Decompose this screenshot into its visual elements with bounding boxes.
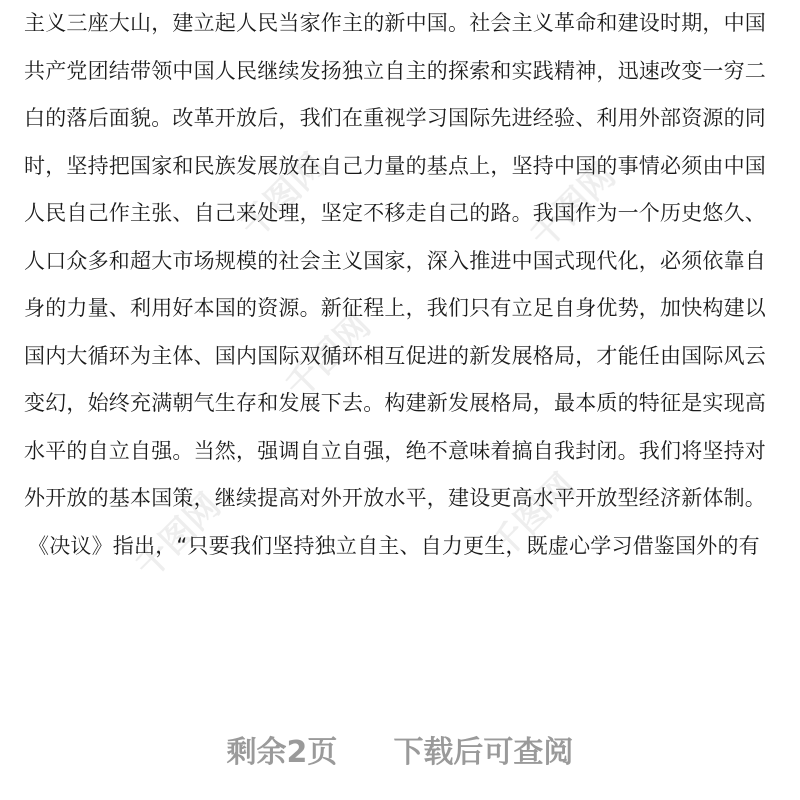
text-line: 主义三座大山，建立起人民当家作主的新中国。社会主义革命和建设时期，中国 xyxy=(24,11,766,35)
download-hint-label: 下载后可查阅 xyxy=(393,735,574,770)
remaining-pages-label: 剩余2页 xyxy=(226,735,338,770)
text-line: 国内大循环为主体、国内国际双循环相互促进的新发展格局，才能任由国际风云 xyxy=(24,343,766,368)
text-line: 人民自己作主张、自己来处理，坚定不移走自己的路。我国作为一个历史悠久、 xyxy=(24,201,766,225)
text-line: 时，坚持把国家和民族发展放在自己力量的基点上，坚持中国的事情必须由中国 xyxy=(24,153,766,178)
text-line: 共产党团结带领中国人民继续发扬独立自主的探索和实践精神，迅速改变一穷二 xyxy=(24,58,766,83)
article-body xyxy=(24,0,784,570)
text-line: 外开放的基本国策，继续提高对外开放水平，建设更高水平开放型经济新体制。 xyxy=(24,486,766,510)
watermark-stamp: 千图网 xyxy=(233,145,334,247)
text-line: 人口众多和超大市场规模的社会主义国家，深入推进中国式现代化，必须依靠自 xyxy=(24,248,766,273)
text-line: 白的落后面貌。改革开放后，我们在重视学习国际先进经验、利用外部资源的同 xyxy=(24,106,766,130)
text-line: 《决议》指出，“只要我们坚持独立自主、自力更生，既虚心学习借鉴国外的有 xyxy=(28,533,760,558)
watermark-stamp: 千图网 xyxy=(483,465,584,567)
watermark-stamp: 千图网 xyxy=(128,485,229,587)
download-notice[interactable] xyxy=(0,725,800,781)
watermark-stamp: 千图网 xyxy=(278,305,379,407)
text-line: 水平的自立自强。当然，强调自立自强，绝不意味着搞自我封闭。我们将坚持对 xyxy=(24,438,766,463)
watermark-stamp: 千图网 xyxy=(523,155,624,257)
text-line: 身的力量、利用好本国的资源。新征程上，我们只有立足自身优势，加快构建以 xyxy=(24,296,766,320)
text-line: 变幻，始终充满朝气生存和发展下去。构建新发展格局，最本质的特征是实现高 xyxy=(24,391,766,415)
